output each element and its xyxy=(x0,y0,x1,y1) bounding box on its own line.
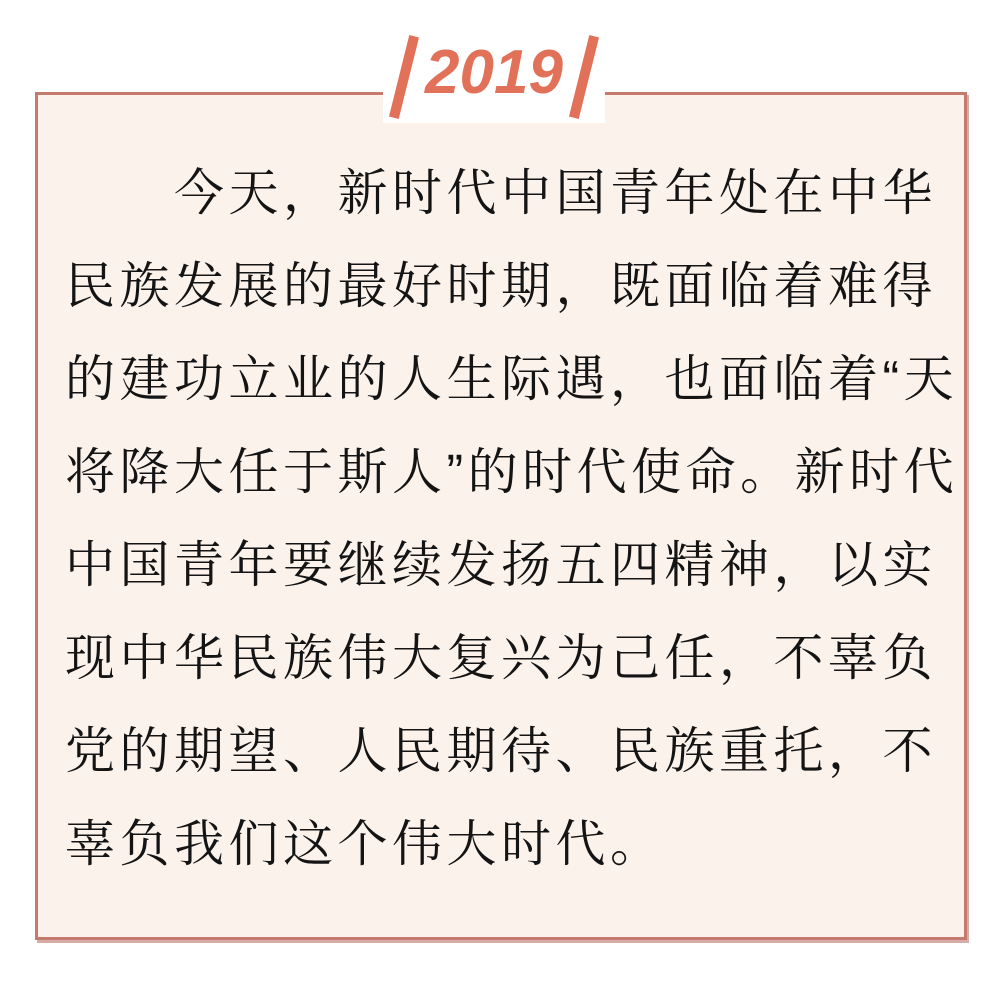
year-label: 2019 xyxy=(425,37,563,107)
paragraph-line: 将降大任于斯人”的时代使命。新时代 xyxy=(65,444,959,500)
paragraph-line: 民族发展的最好时期，既面临着难得 xyxy=(65,258,937,314)
paragraph-line: 现中华民族伟大复兴为己任，不辜负 xyxy=(65,630,937,686)
paragraph-line: 中国青年要继续发扬五四精神，以实 xyxy=(65,537,937,593)
paragraph-line: 辜负我们这个伟大时代。 xyxy=(65,816,665,872)
year-badge xyxy=(383,30,605,123)
paragraph-line: 党的期望、人民期待、民族重托，不 xyxy=(65,723,937,779)
paragraph xyxy=(65,147,959,891)
slash-left-icon xyxy=(389,35,419,119)
paragraph-line: 的建功立业的人生际遇，也面临着“天 xyxy=(65,351,959,407)
slash-right-icon xyxy=(569,35,599,119)
paragraph-line: 今天，新时代中国青年处在中华 xyxy=(65,165,937,221)
quote-card xyxy=(35,92,967,940)
